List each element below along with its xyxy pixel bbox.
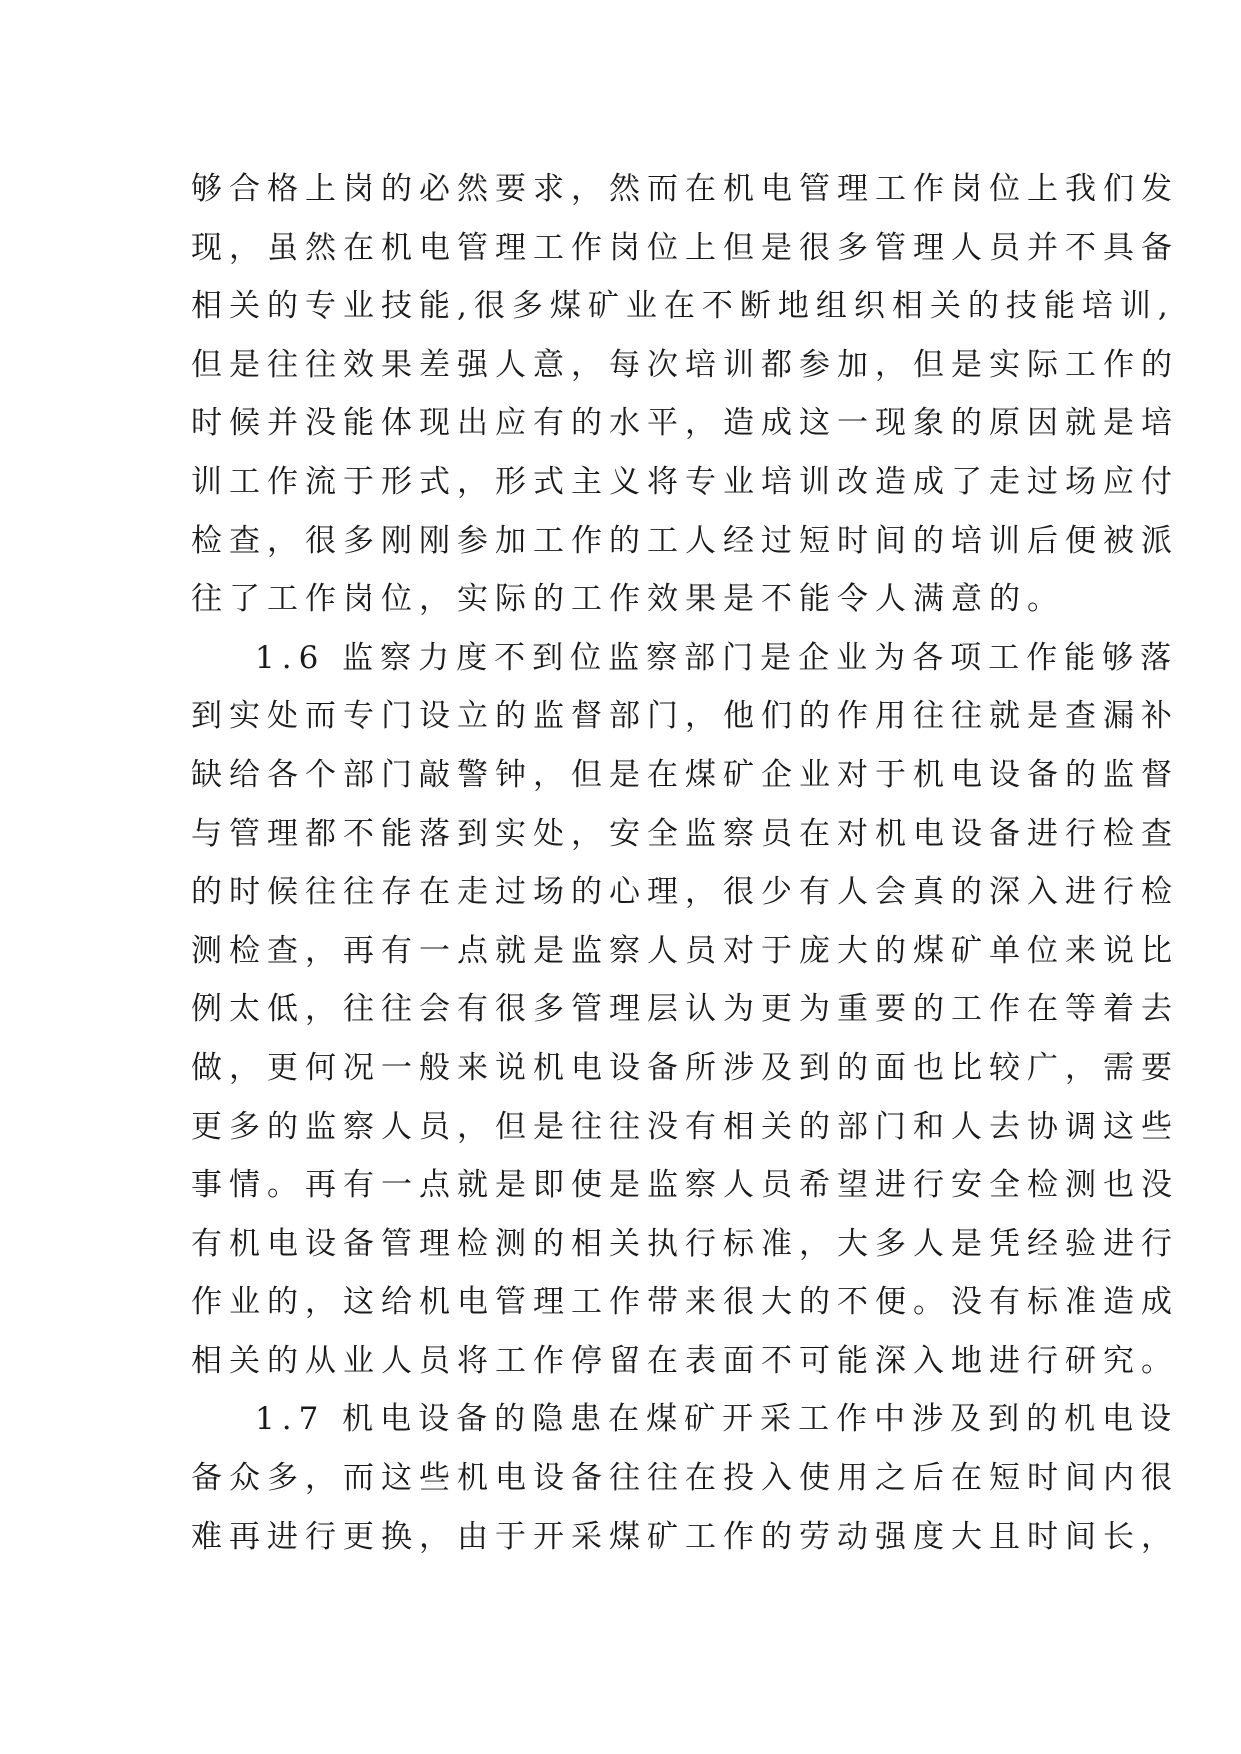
text-line: 相关的从业人员将工作停留在表面不可能深入地进行研究。 <box>191 1342 1179 1379</box>
section-heading-line: 1.6 监察力度不到位监察部门是企业为各项工作能够落 <box>255 639 1179 676</box>
section-heading-line: 1.7 机电设备的隐患在煤矿开采工作中涉及到的机电设 <box>255 1401 1179 1438</box>
text-line: 到实处而专门设立的监督部门，他们的作用往往就是查漏补 <box>191 698 1179 735</box>
text-line: 现，虽然在机电管理工作岗位上但是很多管理人员并不具备 <box>191 229 1179 266</box>
text-line: 训工作流于形式，形式主义将专业培训改造成了走过场应付 <box>191 463 1179 500</box>
text-line: 作业的，这给机电管理工作带来很大的不便。没有标准造成 <box>191 1284 1179 1321</box>
text-line: 例太低，往往会有很多管理层认为更为重要的工作在等着去 <box>191 991 1179 1028</box>
text-line: 备众多，而这些机电设备往往在投入使用之后在短时间内很 <box>191 1460 1179 1497</box>
text-line: 做，更何况一般来说机电设备所涉及到的面也比较广，需要 <box>191 1049 1179 1086</box>
text-line: 事情。再有一点就是即使是监察人员希望进行安全检测也没 <box>191 1167 1179 1204</box>
text-line: 时候并没能体现出应有的水平，造成这一现象的原因就是培 <box>191 405 1179 442</box>
text-line: 缺给各个部门敲警钟，但是在煤矿企业对于机电设备的监督 <box>191 756 1179 793</box>
text-line: 检查，很多刚刚参加工作的工人经过短时间的培训后便被派 <box>191 522 1179 559</box>
text-line: 难再进行更换，由于开采煤矿工作的劳动强度大且时间长， <box>191 1518 1179 1555</box>
text-line: 更多的监察人员，但是往往没有相关的部门和人去协调这些 <box>191 1108 1179 1145</box>
text-line: 够合格上岗的必然要求，然而在机电管理工作岗位上我们发 <box>191 171 1179 207</box>
body-text <box>191 160 1179 1566</box>
text-line: 有机电设备管理检测的相关执行标准，大多人是凭经验进行 <box>191 1225 1179 1262</box>
text-line: 相关的专业技能,很多煤矿业在不断地组织相关的技能培训, <box>191 288 1175 325</box>
text-line: 但是往往效果差强人意，每次培训都参加，但是实际工作的 <box>191 346 1179 383</box>
text-line: 往了工作岗位，实际的工作效果是不能令人满意的。 <box>191 581 1065 618</box>
text-line: 与管理都不能落到实处，安全监察员在对机电设备进行检查 <box>191 815 1179 852</box>
text-line: 测检查，再有一点就是监察人员对于庞大的煤矿单位来说比 <box>191 932 1179 969</box>
text-line: 的时候往往存在走过场的心理，很少有人会真的深入进行检 <box>191 874 1179 911</box>
